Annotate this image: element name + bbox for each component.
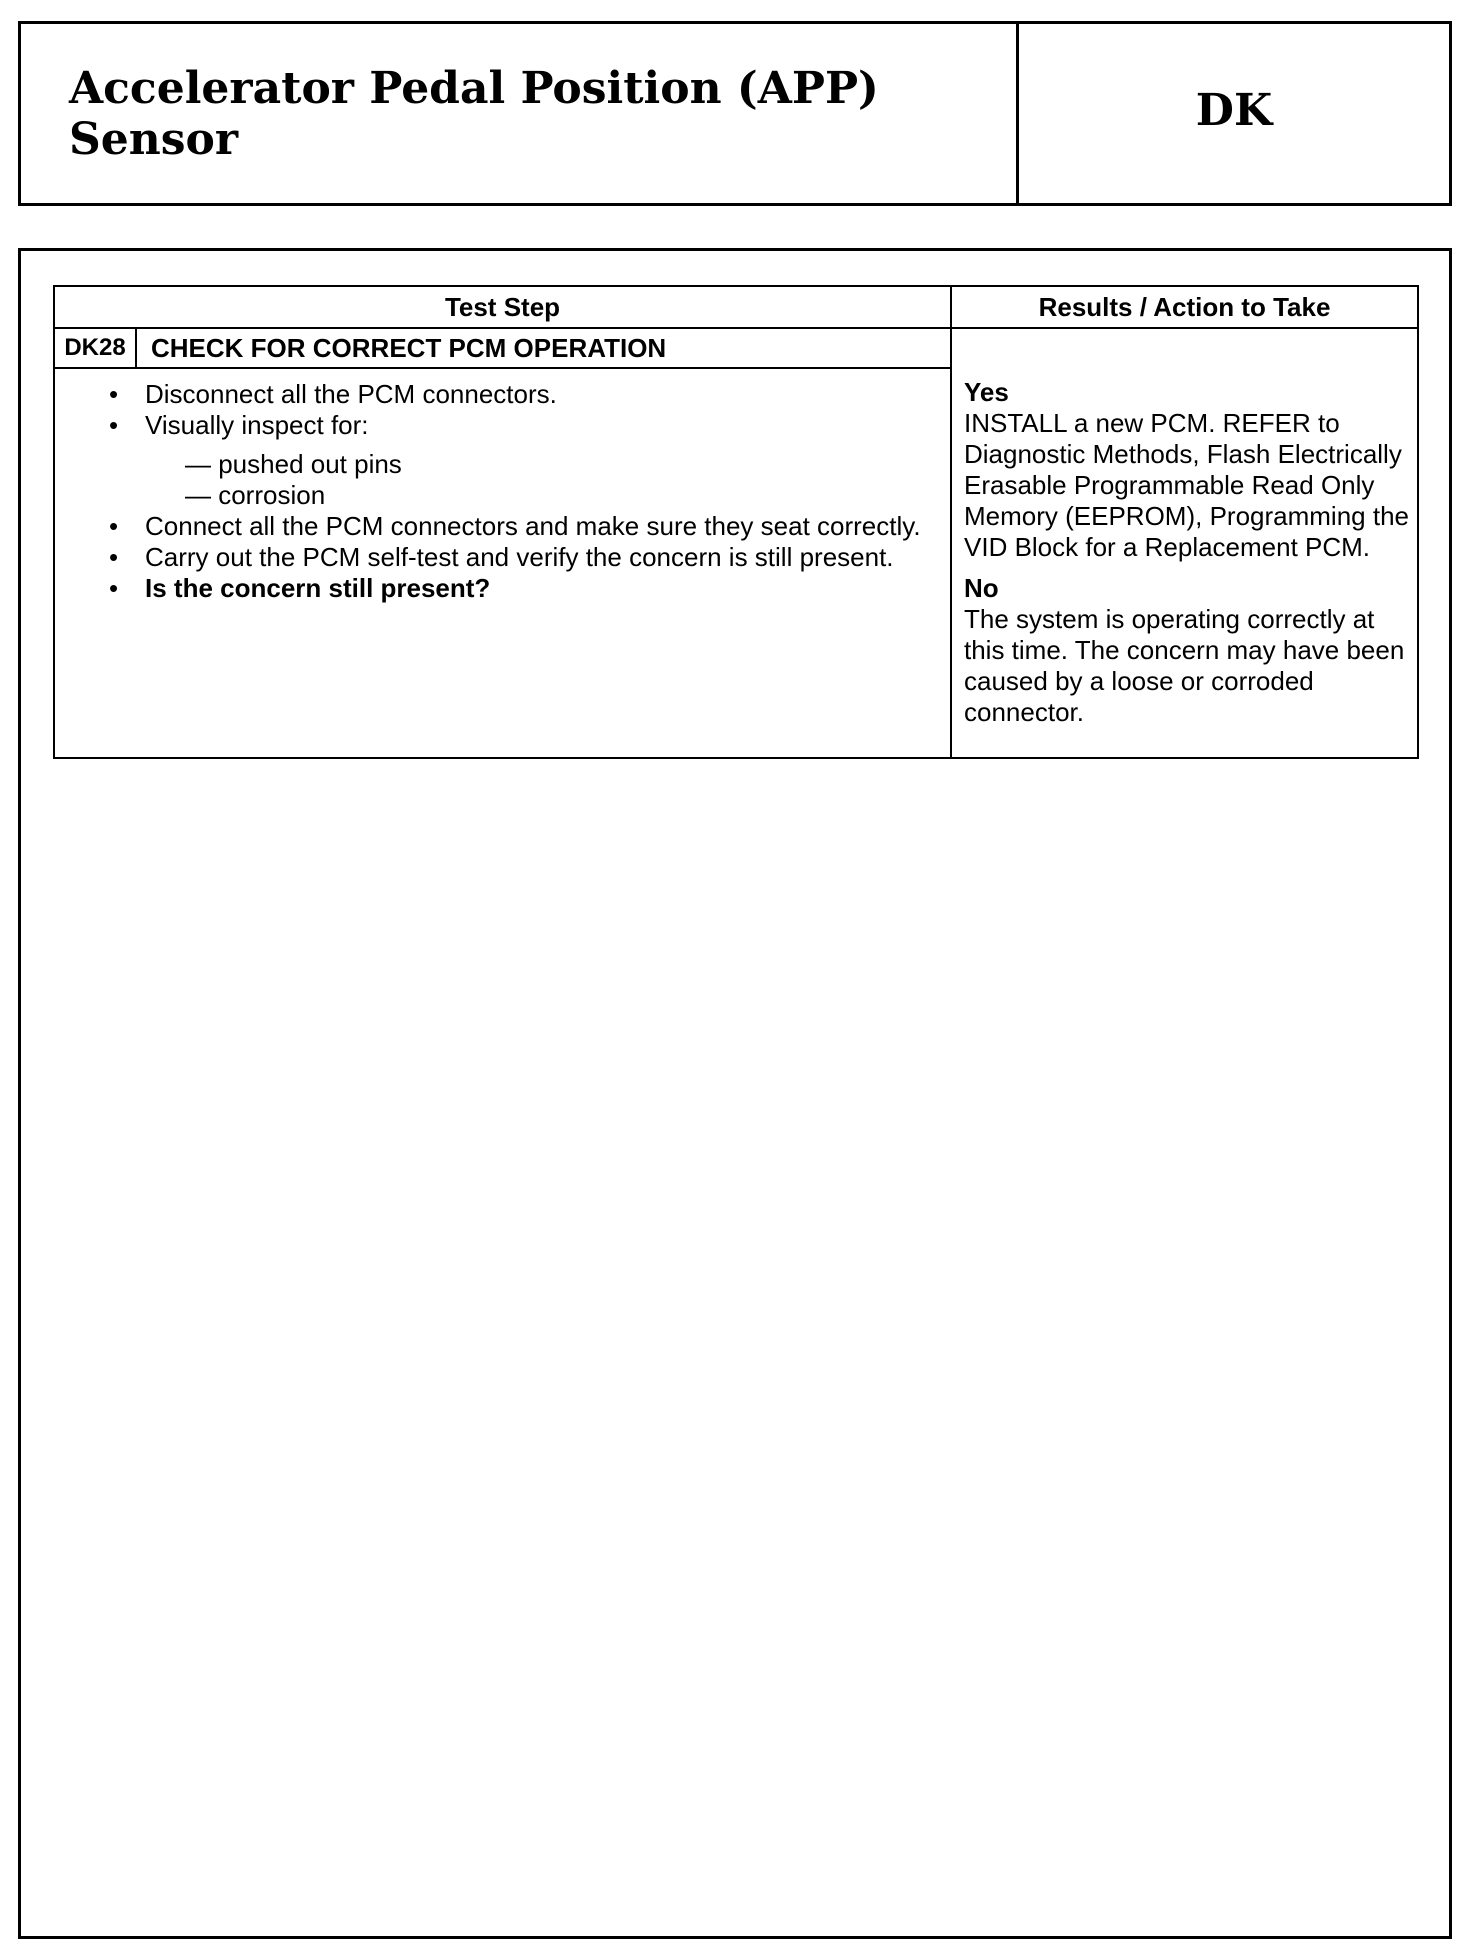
- step-heading: CHECK FOR CORRECT PCM OPERATION: [137, 329, 952, 369]
- bullet-icon: •: [109, 379, 119, 409]
- bullet-icon: •: [109, 573, 119, 603]
- test-step-header: Test Step: [55, 287, 952, 329]
- instruction-text: Carry out the PCM self-test and verify the concern is still present.: [145, 542, 894, 572]
- sublist-item: — corrosion: [185, 480, 326, 510]
- results-cell: [952, 329, 1417, 757]
- results-header: Results / Action to Take: [952, 287, 1417, 329]
- page-title: Accelerator Pedal Position (APP) Sensor: [21, 24, 1019, 203]
- header-box: [18, 21, 1452, 206]
- section-code: DK: [1195, 85, 1273, 136]
- yes-action: INSTALL a new PCM. REFER to Diagnostic Methods, Flash Electrically Erasable Programmable Read Only Memory (EEPROM), Programming the VID Block for a Replacement PCM.: [964, 408, 1409, 562]
- bullet-icon: •: [109, 410, 119, 440]
- page-frame: [18, 248, 1452, 1939]
- list-item: [109, 511, 935, 542]
- question-text: Is the concern still present?: [145, 573, 491, 603]
- instruction-text: Connect all the PCM connectors and make sure they seat correctly.: [145, 511, 921, 541]
- step-instructions: [55, 369, 952, 757]
- yes-label: Yes: [964, 377, 1009, 407]
- bullet-icon: •: [109, 511, 119, 541]
- no-label: No: [964, 573, 999, 603]
- no-action: The system is operating correctly at this time. The concern may have been caused by a loose or corroded connector.: [964, 604, 1405, 727]
- instruction-text: Disconnect all the PCM connectors.: [145, 379, 557, 409]
- instruction-text: Visually inspect for:: [145, 410, 369, 440]
- step-id: DK28: [55, 329, 137, 369]
- list-item: [109, 410, 935, 511]
- test-step-table: [53, 285, 1419, 759]
- list-item: [109, 542, 935, 573]
- list-item: [109, 573, 935, 604]
- sublist-item: — pushed out pins: [185, 449, 402, 479]
- list-item: [109, 379, 935, 410]
- instruction-list: [109, 379, 935, 604]
- bullet-icon: •: [109, 542, 119, 572]
- inspection-sublist: [145, 449, 935, 511]
